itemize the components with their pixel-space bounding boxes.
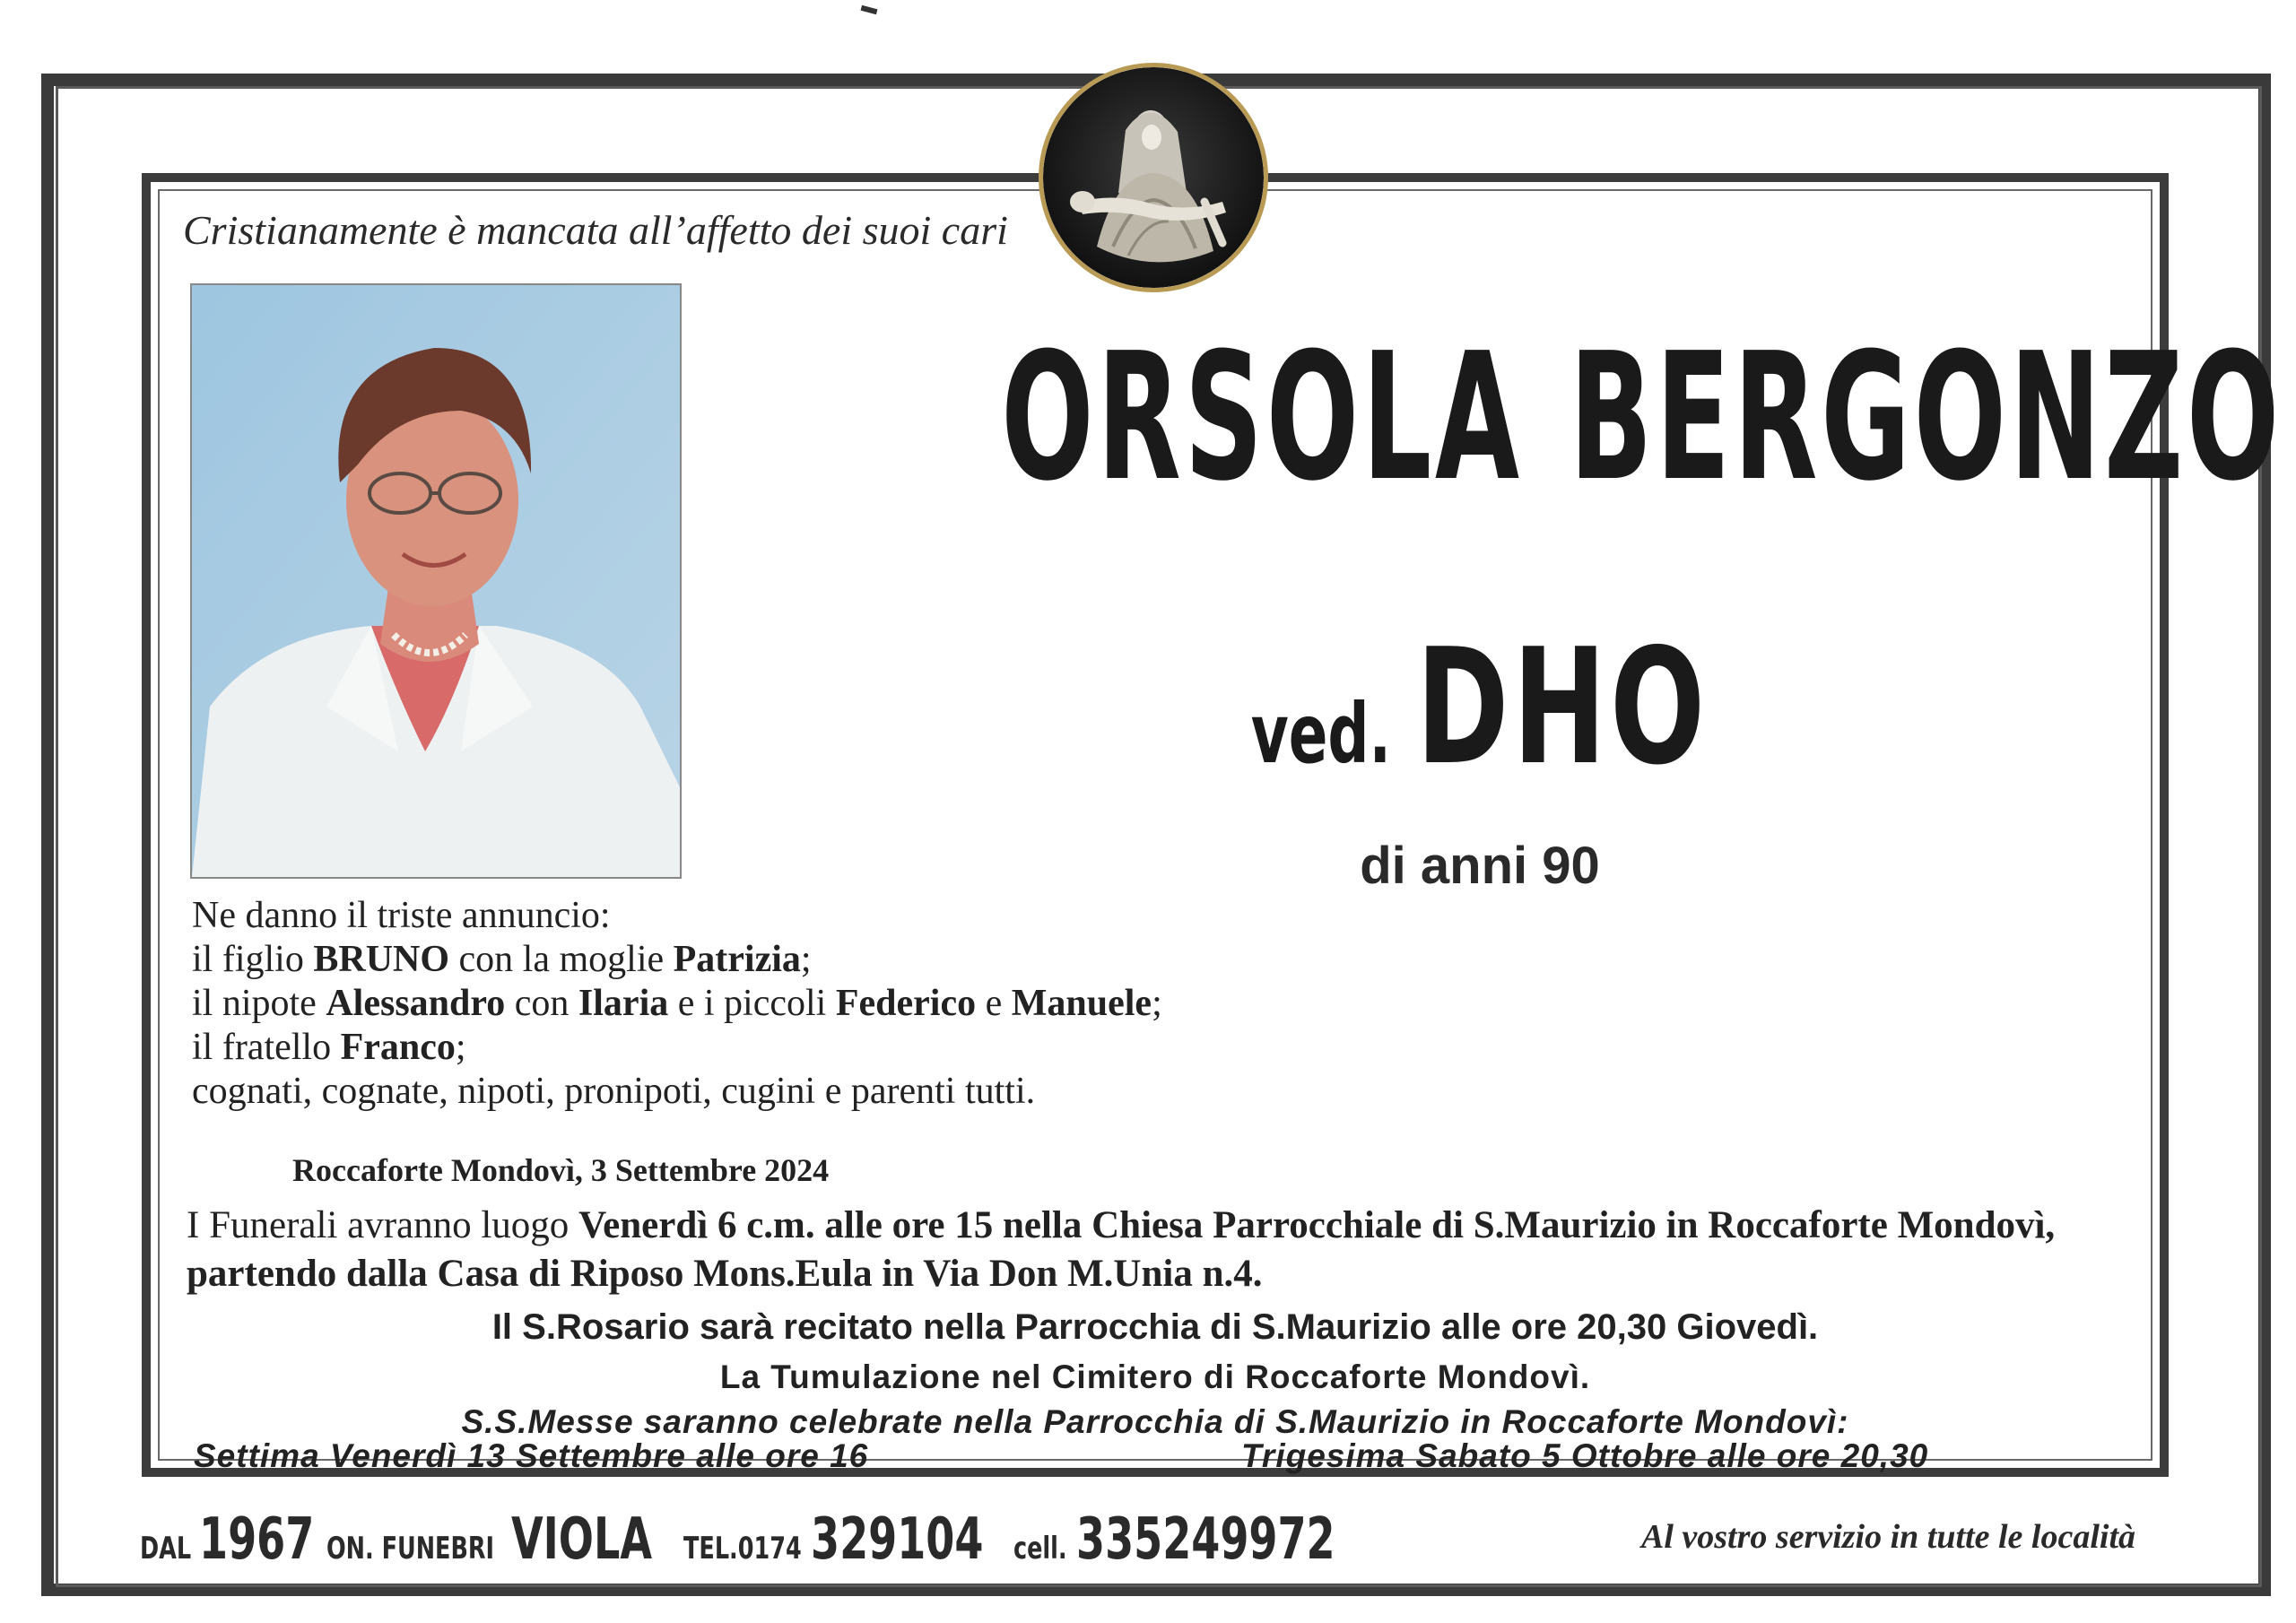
funeral-intro: I Funerali avranno luogo bbox=[187, 1204, 579, 1246]
footer-cell-label: cell. bbox=[1013, 1531, 1067, 1567]
married-name: DHO bbox=[1415, 614, 1709, 800]
footer-slogan: Al vostro servizio in tutte le località bbox=[1641, 1518, 2135, 1556]
mass-thirtieth: Trigesima Sabato 5 Ottobre alle ore 20,30 bbox=[1241, 1437, 1929, 1474]
announcement-line: cognati, cognate, nipoti, pronipoti, cugini e parenti tutti. bbox=[192, 1071, 1036, 1112]
portrait-photo bbox=[190, 283, 682, 879]
scan-mark bbox=[861, 5, 878, 14]
footer-cell-number: 335249972 bbox=[1076, 1506, 1335, 1573]
announcement-line: il nipote Alessandro con Ilaria e i piccoli Federico e Manuele; bbox=[192, 983, 1162, 1024]
funeral-details: Venerdì 6 c.m. alle ore 15 nella Chiesa Parrocchiale di S.Maurizio in Roccaforte Mondovì, bbox=[578, 1204, 2056, 1246]
footer-company: VIOLA bbox=[511, 1506, 653, 1573]
pieta-icon bbox=[1039, 63, 1268, 292]
footer-on-funebri: ON. FUNEBRI bbox=[326, 1531, 495, 1567]
footer-dal: DAL bbox=[140, 1531, 192, 1567]
footer-year: 1967 bbox=[199, 1506, 315, 1573]
first-name: ORSOLA bbox=[1001, 316, 1523, 520]
masses-title: S.S.Messe saranno celebrate nella Parrocchia di S.Maurizio in Roccaforte Mondovì: bbox=[461, 1403, 1849, 1440]
mass-seventh: Settima Venerdì 13 Settembre alle ore 16 bbox=[194, 1437, 869, 1474]
rosary-info: Il S.Rosario sarà recitato nella Parrocchia di S.Maurizio alle ore 20,30 Giovedì. bbox=[491, 1307, 1819, 1347]
opening-line: Cristianamente è mancata all’affetto dei suoi cari bbox=[183, 207, 1008, 253]
deceased-name bbox=[978, 316, 2283, 520]
announcement-line: il fratello Franco; bbox=[192, 1027, 466, 1068]
last-name: BERGONZO bbox=[1569, 316, 2283, 520]
announcement-intro: Ne danno il triste annuncio: bbox=[192, 895, 611, 936]
funeral-info bbox=[187, 1202, 2055, 1298]
announcement bbox=[192, 894, 1162, 1114]
funeral-home-footer bbox=[140, 1506, 1436, 1573]
announcement-line: il figlio BRUNO con la moglie Patrizia; bbox=[192, 939, 812, 980]
burial-info: La Tumulazione nel Cimitero di Roccaforte Mondovì. bbox=[719, 1358, 1591, 1395]
age: di anni 90 bbox=[1360, 837, 1600, 895]
funeral-departure: partendo dalla Casa di Riposo Mons.Eula in Via Don M.Unia n.4. bbox=[187, 1253, 1263, 1295]
ved-prefix: ved. bbox=[1250, 686, 1391, 782]
footer-tel-label: TEL.0174 bbox=[683, 1531, 802, 1567]
married-name-line bbox=[1109, 614, 1850, 800]
place-date: Roccaforte Mondovì, 3 Settembre 2024 bbox=[292, 1152, 830, 1188]
footer-tel-number: 329104 bbox=[811, 1506, 984, 1573]
